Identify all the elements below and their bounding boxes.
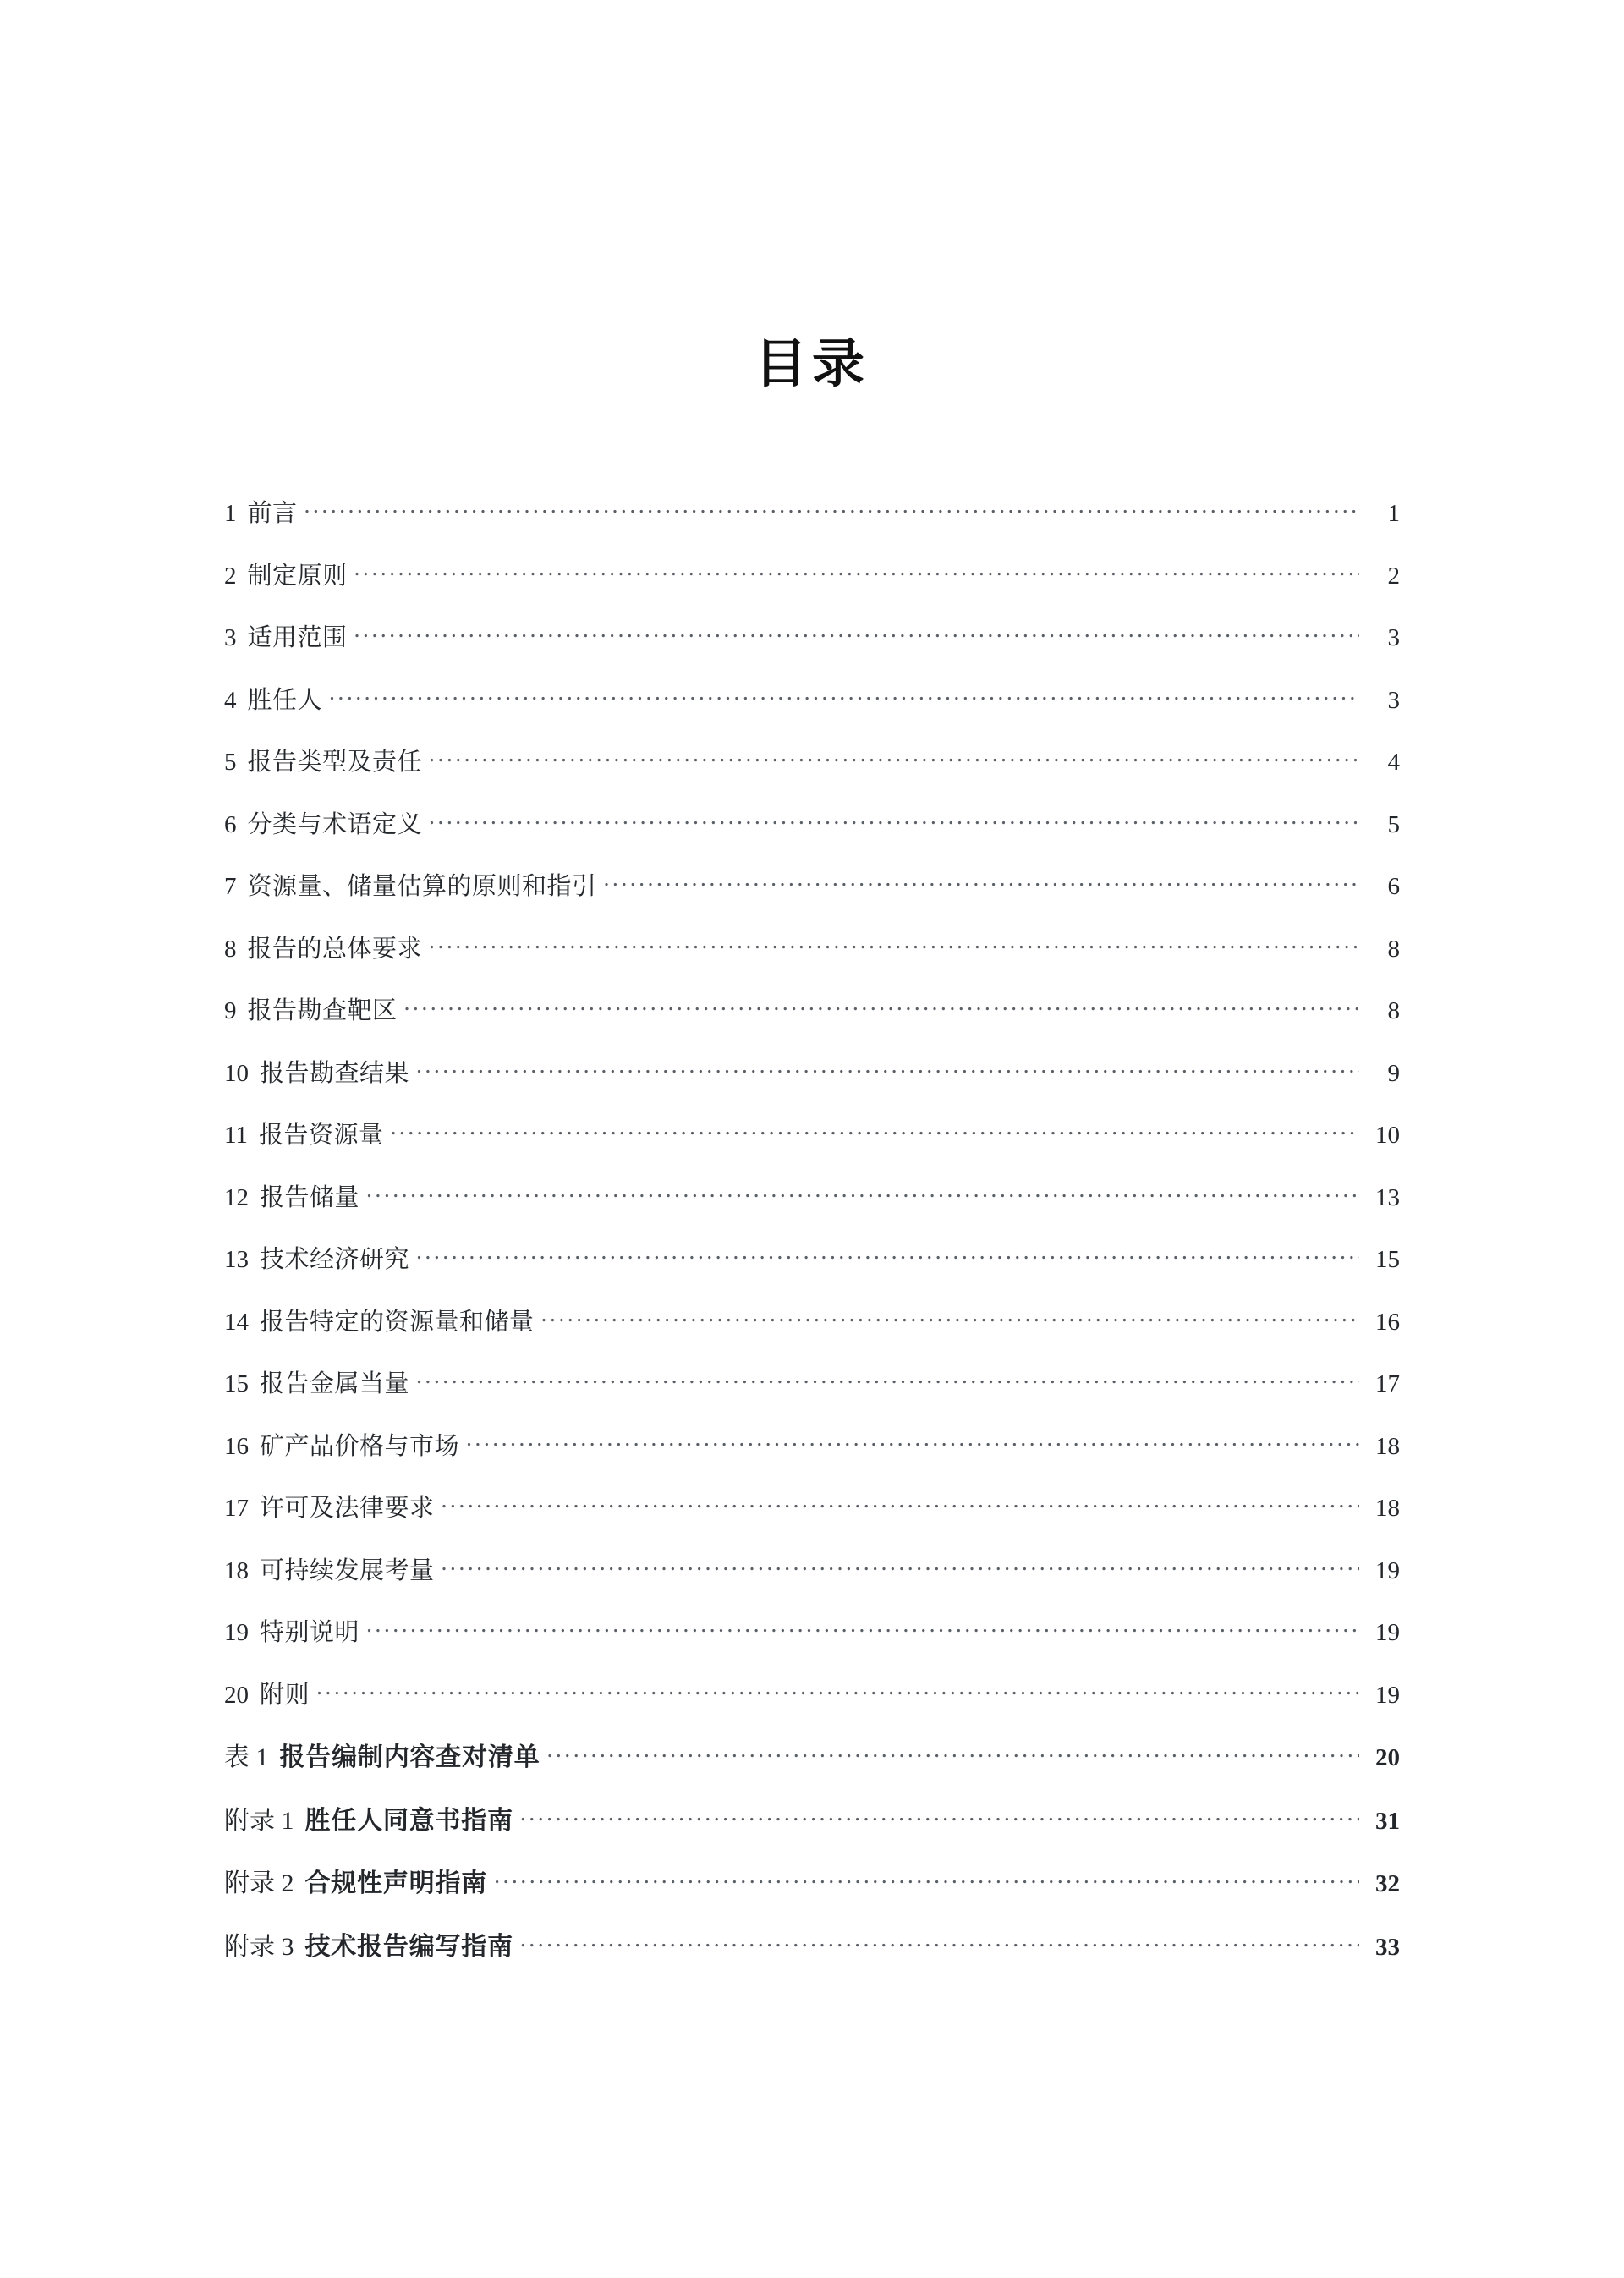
- toc-entry-label: 报告储量: [260, 1183, 360, 1211]
- toc-entry-label: 报告类型及责任: [247, 749, 423, 776]
- toc-entry-number: 8: [224, 935, 237, 963]
- toc-entry-number: 7: [224, 873, 237, 900]
- toc-entry-page-number: 19: [1375, 1681, 1400, 1709]
- toc-leader-dots: [429, 745, 1359, 770]
- toc-entry-page-number: 20: [1375, 1744, 1400, 1771]
- toc-entry-page-number: 8: [1387, 935, 1400, 963]
- toc-entry[interactable]: [224, 1057, 1400, 1086]
- toc-leader-dots: [416, 1243, 1359, 1267]
- toc-entry-page-number: 2: [1387, 562, 1400, 590]
- toc-entry-page-number: 9: [1387, 1059, 1400, 1087]
- toc-entry-page-number: 17: [1375, 1370, 1400, 1397]
- toc-leader-dots: [547, 1740, 1360, 1765]
- toc-entry-label: 胜任人同意书指南: [304, 1806, 513, 1835]
- toc-entry[interactable]: [224, 1678, 1400, 1708]
- toc-entry-page-number: 3: [1387, 686, 1400, 714]
- toc-entry-number: 1: [224, 500, 237, 527]
- toc-entry[interactable]: [224, 1430, 1400, 1459]
- toc-entry-label: 矿产品价格与市场: [260, 1432, 460, 1460]
- toc-entry[interactable]: [224, 1866, 1400, 1897]
- toc-entry-page-number: 4: [1387, 749, 1400, 776]
- toc-entry-label: 许可及法律要求: [260, 1495, 435, 1522]
- toc-leader-dots: [442, 1491, 1359, 1516]
- toc-leader-dots: [416, 1367, 1359, 1392]
- toc-entry-number: 13: [224, 1246, 249, 1273]
- toc-leader-dots: [416, 1057, 1359, 1081]
- toc-entry-label: 前言: [247, 500, 298, 527]
- toc-leader-dots: [494, 1866, 1359, 1891]
- toc-entry[interactable]: [224, 621, 1400, 650]
- toc-entry-number: 16: [224, 1432, 249, 1460]
- toc-leader-dots: [404, 994, 1359, 1018]
- toc-entry-number: 3: [224, 624, 237, 651]
- toc-entry-page-number: 3: [1387, 624, 1400, 651]
- toc-entry[interactable]: [224, 870, 1400, 899]
- toc-entry[interactable]: [224, 808, 1400, 837]
- toc-entry-label: 资源量、储量估算的原则和指引: [247, 873, 597, 900]
- toc-entry-label: 适用范围: [247, 624, 348, 651]
- toc-entry-page-number: 32: [1375, 1870, 1400, 1897]
- toc-entry-page-number: 31: [1375, 1807, 1400, 1835]
- toc-entry-label: 分类与术语定义: [247, 810, 423, 838]
- toc-entry-number: 附录 2: [224, 1869, 294, 1897]
- toc-entry-label: 报告的总体要求: [247, 935, 423, 963]
- toc-entry[interactable]: [224, 1929, 1400, 1960]
- toc-entry-number: 10: [224, 1059, 249, 1087]
- toc-entry-number: 11: [224, 1122, 248, 1149]
- toc-entry-page-number: 33: [1375, 1933, 1400, 1961]
- toc-entry-number: 17: [224, 1495, 249, 1522]
- toc-entry-number: 6: [224, 810, 237, 838]
- toc-leader-dots: [541, 1305, 1359, 1330]
- toc-leader-dots: [354, 559, 1359, 584]
- toc-entry[interactable]: [224, 1367, 1400, 1397]
- toc-entry[interactable]: [224, 1305, 1400, 1335]
- toc-leader-dots: [354, 621, 1359, 645]
- toc-entry[interactable]: [224, 1803, 1400, 1834]
- toc-entry[interactable]: [224, 745, 1400, 775]
- toc-entry-page-number: 19: [1375, 1619, 1400, 1646]
- toc-entry[interactable]: [224, 1243, 1400, 1272]
- table-of-contents: [224, 397, 1400, 1960]
- toc-entry[interactable]: [224, 1740, 1400, 1770]
- toc-entry-label: 可持续发展考量: [260, 1556, 435, 1584]
- toc-entry-number: 2: [224, 562, 237, 590]
- toc-leader-dots: [390, 1118, 1359, 1143]
- toc-entry-number: 4: [224, 686, 237, 714]
- toc-entry-number: 附录 3: [224, 1932, 294, 1961]
- toc-entry[interactable]: [224, 932, 1400, 962]
- toc-entry-number: 20: [224, 1681, 249, 1709]
- toc-entry-number: 18: [224, 1556, 249, 1584]
- toc-leader-dots: [429, 808, 1359, 832]
- toc-leader-dots: [304, 497, 1359, 521]
- toc-leader-dots: [429, 932, 1359, 957]
- toc-entry-label: 报告编制内容查对清单: [279, 1743, 540, 1771]
- toc-entry-page-number: 13: [1375, 1183, 1400, 1211]
- toc-entry[interactable]: [224, 1118, 1400, 1148]
- toc-entry[interactable]: [224, 1491, 1400, 1521]
- toc-leader-dots: [366, 1181, 1359, 1205]
- toc-entry-page-number: 5: [1387, 810, 1400, 838]
- toc-leader-dots: [329, 683, 1359, 708]
- toc-entry-label: 制定原则: [247, 562, 348, 590]
- toc-entry-number: 附录 1: [224, 1806, 294, 1835]
- toc-entry-label: 特别说明: [260, 1619, 360, 1646]
- toc-entry-number: 14: [224, 1308, 249, 1336]
- toc-entry[interactable]: [224, 497, 1400, 526]
- page-title: 目录: [754, 335, 870, 393]
- toc-entry-page-number: 10: [1375, 1122, 1400, 1149]
- toc-leader-dots: [442, 1554, 1359, 1578]
- toc-entry-page-number: 16: [1375, 1308, 1400, 1336]
- toc-entry-label: 技术报告编写指南: [304, 1932, 513, 1961]
- toc-leader-dots: [466, 1430, 1359, 1454]
- toc-entry-number: 15: [224, 1370, 249, 1397]
- toc-entry-label: 技术经济研究: [260, 1246, 410, 1273]
- toc-entry[interactable]: [224, 1616, 1400, 1645]
- toc-entry[interactable]: [224, 683, 1400, 713]
- toc-leader-dots: [520, 1929, 1359, 1955]
- toc-entry[interactable]: [224, 994, 1400, 1024]
- toc-entry-number: 12: [224, 1183, 249, 1211]
- toc-leader-dots: [604, 870, 1359, 894]
- toc-entry-label: 报告特定的资源量和储量: [260, 1308, 535, 1336]
- toc-entry-label: 报告金属当量: [260, 1370, 410, 1397]
- toc-entry-label: 胜任人: [247, 686, 323, 714]
- toc-leader-dots: [366, 1616, 1359, 1640]
- toc-leader-dots: [520, 1803, 1359, 1829]
- toc-entry-page-number: 6: [1387, 873, 1400, 900]
- toc-entry-number: 5: [224, 749, 237, 776]
- toc-entry-number: 9: [224, 997, 237, 1024]
- toc-entry-label: 报告资源量: [258, 1122, 384, 1149]
- toc-entry[interactable]: [224, 1181, 1400, 1210]
- toc-entry-page-number: 1: [1387, 500, 1400, 527]
- toc-entry[interactable]: [224, 559, 1400, 589]
- toc-entry-page-number: 8: [1387, 997, 1400, 1024]
- toc-entry-page-number: 19: [1375, 1556, 1400, 1584]
- toc-entry[interactable]: [224, 1554, 1400, 1584]
- toc-leader-dots: [316, 1678, 1359, 1703]
- toc-entry-number: 表 1: [224, 1743, 269, 1771]
- toc-entry-page-number: 18: [1375, 1432, 1400, 1460]
- toc-entry-page-number: 18: [1375, 1495, 1400, 1522]
- toc-entry-label: 附则: [260, 1681, 310, 1709]
- toc-entry-number: 19: [224, 1619, 249, 1646]
- toc-entry-page-number: 15: [1375, 1246, 1400, 1273]
- toc-entry-label: 报告勘查结果: [260, 1059, 410, 1087]
- toc-entry-label: 合规性声明指南: [304, 1869, 488, 1897]
- toc-entry-label: 报告勘查靶区: [247, 997, 398, 1024]
